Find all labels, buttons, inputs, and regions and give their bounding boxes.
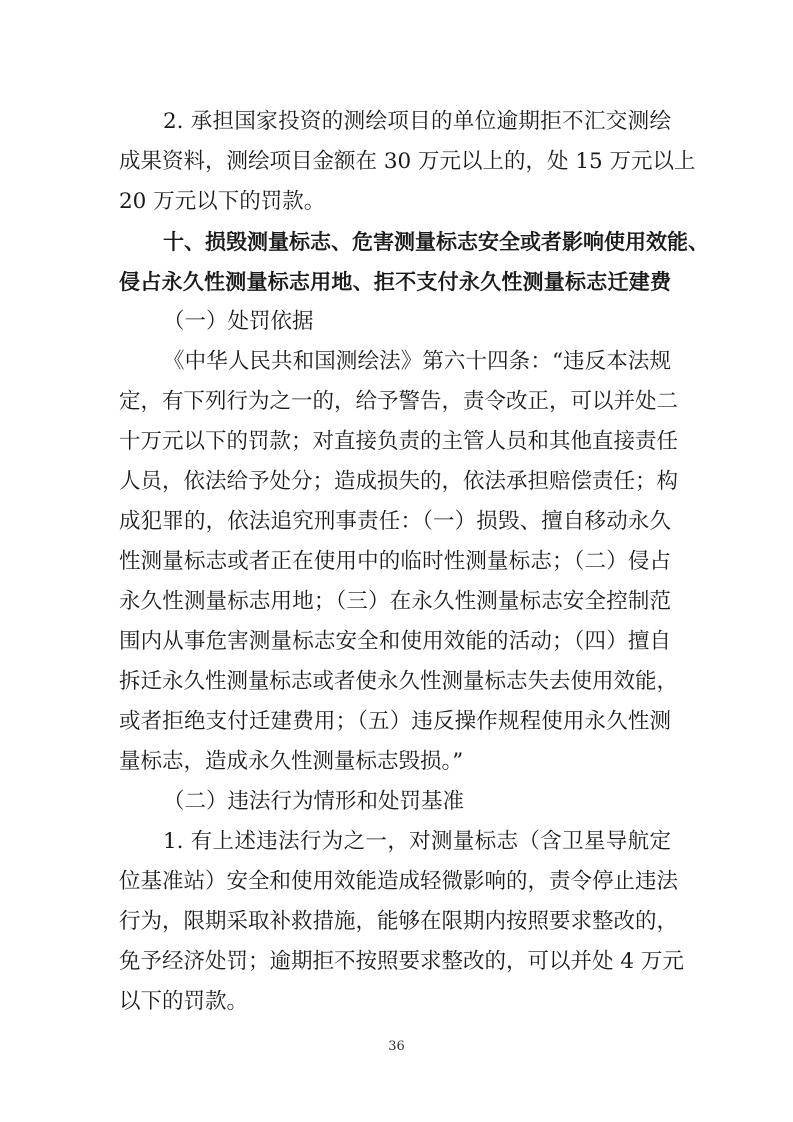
text-line: 拆迁永久性测量标志或者使永久性测量标志失去使用效能， xyxy=(119,669,679,694)
text-line: 性测量标志或者正在使用中的临时性测量标志；（二）侵占 xyxy=(119,549,671,574)
page-number: 36 xyxy=(388,1039,405,1054)
text-line: 围内从事危害测量标志安全和使用效能的活动；（四）擅自 xyxy=(119,629,671,654)
text-line: 永久性测量标志用地；（三）在永久性测量标志安全控制范 xyxy=(119,589,671,614)
text-line: 量标志，造成永久性测量标志毁损。” xyxy=(119,749,464,774)
text-line: 人员，依法给予处分；造成损失的，依法承担赔偿责任；构 xyxy=(119,469,679,494)
text-line: 免予经济处罚；逾期拒不按照要求整改的，可以并处 4 万元 xyxy=(119,949,684,974)
subheading-violations-and-standards: （二）违法行为情形和处罚基准 xyxy=(163,789,465,814)
subheading-penalty-basis: （一）处罚依据 xyxy=(163,309,314,334)
text-line: 位基准站）安全和使用效能造成轻微影响的，责令停止违法 xyxy=(119,869,679,894)
text-line: 20 万元以下的罚款。 xyxy=(119,189,326,214)
text-line: 定，有下列行为之一的，给予警告，责令改正，可以并处二 xyxy=(119,389,679,414)
heading-line: 十、损毁测量标志、危害测量标志安全或者影响使用效能、 xyxy=(163,230,709,254)
text-line: 2. 承担国家投资的测绘项目的单位逾期拒不汇交测绘 xyxy=(163,109,671,134)
text-line: 《中华人民共和国测绘法》第六十四条：“违反本法规 xyxy=(163,349,671,374)
text-line: 以下的罚款。 xyxy=(119,989,249,1014)
text-line: 1. 有上述违法行为之一，对测量标志（含卫星导航定 xyxy=(163,829,671,854)
text-line: 成果资料，测绘项目金额在 30 万元以上的，处 15 万元以上 xyxy=(119,149,696,174)
text-line: 成犯罪的，依法追究刑事责任：（一）损毁、擅自移动永久 xyxy=(119,509,671,534)
text-line: 行为，限期采取补救措施，能够在限期内按照要求整改的， xyxy=(119,909,679,934)
text-line: 十万元以下的罚款；对直接负责的主管人员和其他直接责任 xyxy=(119,429,679,454)
text-line: 或者拒绝支付迁建费用；（五）违反操作规程使用永久性测 xyxy=(119,709,671,734)
heading-line: 侵占永久性测量标志用地、拒不支付永久性测量标志迁建费 xyxy=(119,270,671,294)
